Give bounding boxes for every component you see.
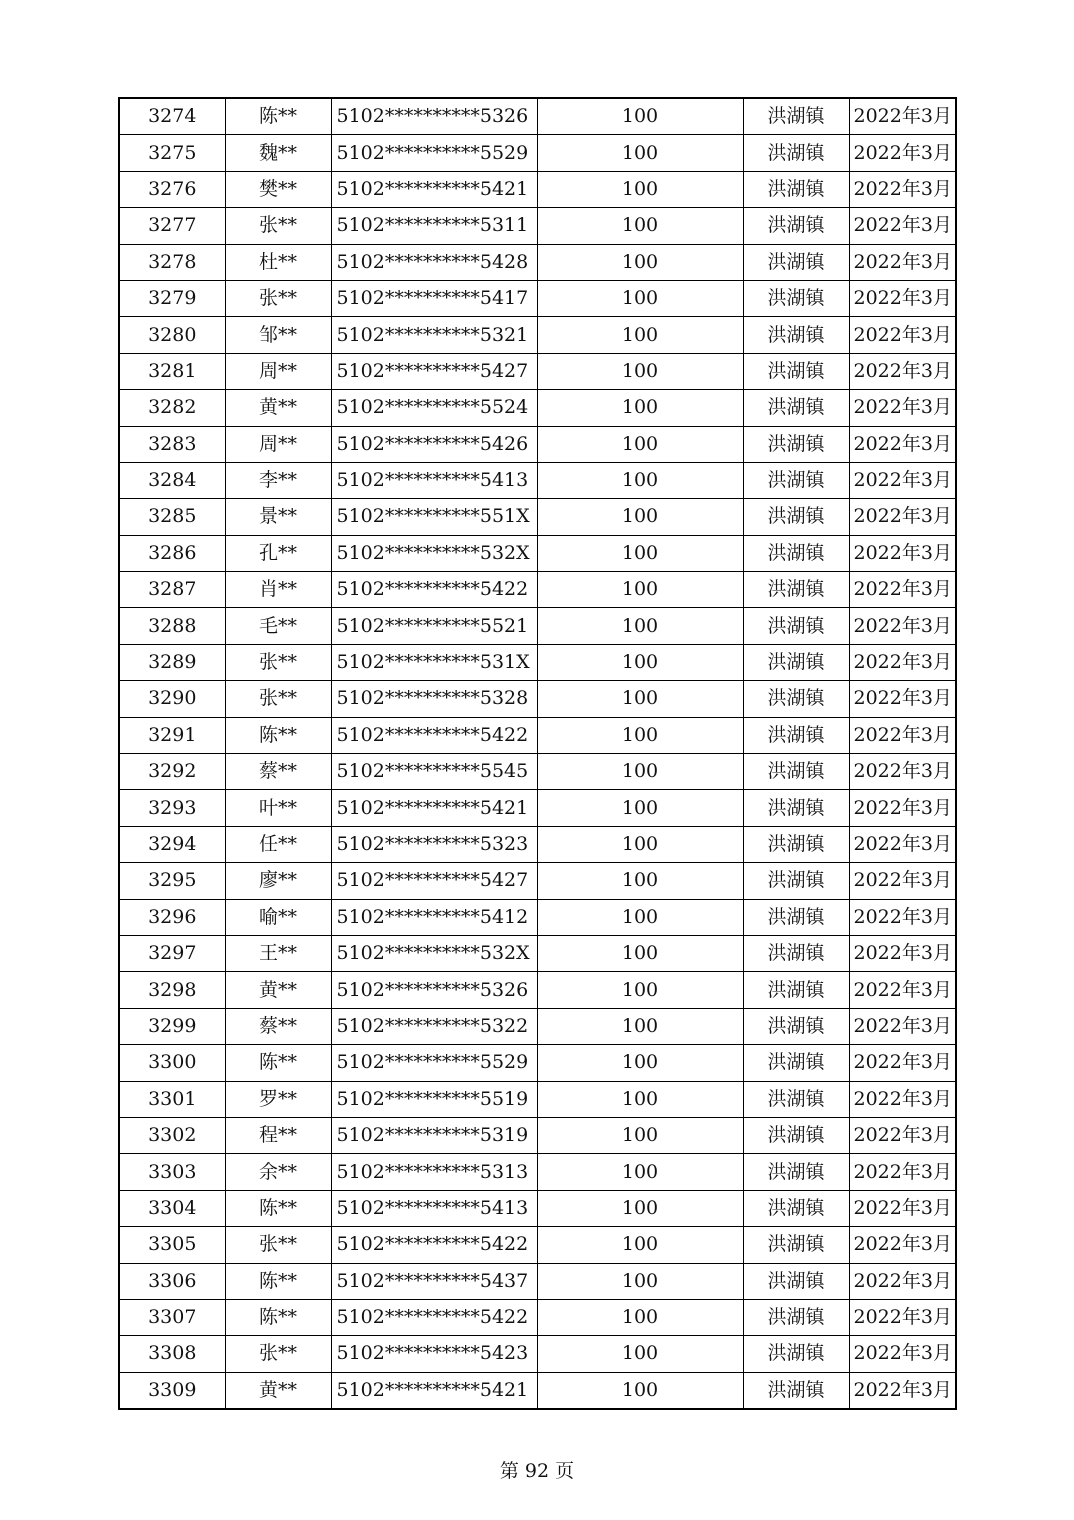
serial-number-cell: 3309 — [119, 1372, 225, 1409]
table-row — [119, 972, 956, 1008]
amount-cell: 100 — [537, 1081, 743, 1117]
table-row — [119, 1299, 956, 1335]
month-cell: 2022年3月 — [849, 608, 956, 644]
town-cell: 洪湖镇 — [743, 717, 849, 753]
month-cell: 2022年3月 — [849, 572, 956, 608]
table-row — [119, 208, 956, 244]
serial-number-cell: 3278 — [119, 244, 225, 280]
name-cell: 樊** — [225, 171, 331, 207]
amount-cell: 100 — [537, 280, 743, 316]
month-cell: 2022年3月 — [849, 535, 956, 571]
amount-cell: 100 — [537, 1008, 743, 1044]
id-number-cell: 5102**********5524 — [331, 390, 537, 426]
table-row — [119, 535, 956, 571]
amount-cell: 100 — [537, 390, 743, 426]
amount-cell: 100 — [537, 98, 743, 135]
table-row — [119, 280, 956, 316]
table-row — [119, 608, 956, 644]
amount-cell: 100 — [537, 754, 743, 790]
name-cell: 廖** — [225, 863, 331, 899]
id-number-cell: 5102**********551X — [331, 499, 537, 535]
month-cell: 2022年3月 — [849, 244, 956, 280]
id-number-cell: 5102**********5423 — [331, 1336, 537, 1372]
table-row — [119, 1190, 956, 1226]
amount-cell: 100 — [537, 935, 743, 971]
town-cell: 洪湖镇 — [743, 972, 849, 1008]
id-number-cell: 5102**********5413 — [331, 462, 537, 498]
table-row — [119, 681, 956, 717]
month-cell: 2022年3月 — [849, 790, 956, 826]
name-cell: 肖** — [225, 572, 331, 608]
table-row — [119, 317, 956, 353]
serial-number-cell: 3292 — [119, 754, 225, 790]
amount-cell: 100 — [537, 353, 743, 389]
serial-number-cell: 3306 — [119, 1263, 225, 1299]
id-number-cell: 5102**********5529 — [331, 1045, 537, 1081]
name-cell: 余** — [225, 1154, 331, 1190]
month-cell: 2022年3月 — [849, 317, 956, 353]
amount-cell: 100 — [537, 717, 743, 753]
id-number-cell: 5102**********5326 — [331, 98, 537, 135]
amount-cell: 100 — [537, 499, 743, 535]
town-cell: 洪湖镇 — [743, 535, 849, 571]
serial-number-cell: 3285 — [119, 499, 225, 535]
town-cell: 洪湖镇 — [743, 644, 849, 680]
month-cell: 2022年3月 — [849, 390, 956, 426]
table-row — [119, 462, 956, 498]
table-row — [119, 171, 956, 207]
month-cell: 2022年3月 — [849, 899, 956, 935]
id-number-cell: 5102**********532X — [331, 535, 537, 571]
serial-number-cell: 3304 — [119, 1190, 225, 1226]
serial-number-cell: 3288 — [119, 608, 225, 644]
month-cell: 2022年3月 — [849, 353, 956, 389]
town-cell: 洪湖镇 — [743, 244, 849, 280]
amount-cell: 100 — [537, 1372, 743, 1409]
month-cell: 2022年3月 — [849, 681, 956, 717]
page-number-footer — [0, 1456, 1074, 1483]
amount-cell: 100 — [537, 826, 743, 862]
id-number-cell: 5102**********5417 — [331, 280, 537, 316]
id-number-cell: 5102**********5529 — [331, 135, 537, 171]
serial-number-cell: 3308 — [119, 1336, 225, 1372]
amount-cell: 100 — [537, 244, 743, 280]
name-cell: 张** — [225, 681, 331, 717]
amount-cell: 100 — [537, 317, 743, 353]
serial-number-cell: 3296 — [119, 899, 225, 935]
table-row — [119, 426, 956, 462]
name-cell: 程** — [225, 1117, 331, 1153]
month-cell: 2022年3月 — [849, 1117, 956, 1153]
serial-number-cell: 3279 — [119, 280, 225, 316]
table-row — [119, 1081, 956, 1117]
table-row — [119, 1372, 956, 1409]
id-number-cell: 5102**********5319 — [331, 1117, 537, 1153]
name-cell: 张** — [225, 208, 331, 244]
page-number: 92 — [524, 1460, 550, 1482]
serial-number-cell: 3289 — [119, 644, 225, 680]
town-cell: 洪湖镇 — [743, 863, 849, 899]
name-cell: 陈** — [225, 1299, 331, 1335]
id-number-cell: 5102**********5427 — [331, 353, 537, 389]
name-cell: 蔡** — [225, 1008, 331, 1044]
table-row — [119, 1045, 956, 1081]
town-cell: 洪湖镇 — [743, 1117, 849, 1153]
serial-number-cell: 3275 — [119, 135, 225, 171]
id-number-cell: 5102**********5326 — [331, 972, 537, 1008]
serial-number-cell: 3303 — [119, 1154, 225, 1190]
table-row — [119, 244, 956, 280]
month-cell: 2022年3月 — [849, 863, 956, 899]
table-row — [119, 644, 956, 680]
amount-cell: 100 — [537, 644, 743, 680]
id-number-cell: 5102**********5422 — [331, 572, 537, 608]
id-number-cell: 5102**********5328 — [331, 681, 537, 717]
serial-number-cell: 3302 — [119, 1117, 225, 1153]
amount-cell: 100 — [537, 426, 743, 462]
id-number-cell: 5102**********5413 — [331, 1190, 537, 1226]
table-row — [119, 1227, 956, 1263]
month-cell: 2022年3月 — [849, 1227, 956, 1263]
id-number-cell: 5102**********5421 — [331, 171, 537, 207]
amount-cell: 100 — [537, 462, 743, 498]
town-cell: 洪湖镇 — [743, 1081, 849, 1117]
town-cell: 洪湖镇 — [743, 426, 849, 462]
town-cell: 洪湖镇 — [743, 208, 849, 244]
table-row — [119, 390, 956, 426]
id-number-cell: 5102**********5313 — [331, 1154, 537, 1190]
town-cell: 洪湖镇 — [743, 899, 849, 935]
table-row — [119, 572, 956, 608]
serial-number-cell: 3295 — [119, 863, 225, 899]
name-cell: 杜** — [225, 244, 331, 280]
serial-number-cell: 3281 — [119, 353, 225, 389]
town-cell: 洪湖镇 — [743, 499, 849, 535]
table-row — [119, 1008, 956, 1044]
id-number-cell: 5102**********5323 — [331, 826, 537, 862]
serial-number-cell: 3300 — [119, 1045, 225, 1081]
id-number-cell: 5102**********5428 — [331, 244, 537, 280]
town-cell: 洪湖镇 — [743, 317, 849, 353]
serial-number-cell: 3283 — [119, 426, 225, 462]
month-cell: 2022年3月 — [849, 171, 956, 207]
amount-cell: 100 — [537, 1190, 743, 1226]
table-row — [119, 826, 956, 862]
roster-table — [118, 97, 957, 1410]
month-cell: 2022年3月 — [849, 98, 956, 135]
amount-cell: 100 — [537, 1336, 743, 1372]
name-cell: 孔** — [225, 535, 331, 571]
month-cell: 2022年3月 — [849, 1190, 956, 1226]
serial-number-cell: 3299 — [119, 1008, 225, 1044]
table-row — [119, 98, 956, 135]
serial-number-cell: 3298 — [119, 972, 225, 1008]
id-number-cell: 5102**********5426 — [331, 426, 537, 462]
month-cell: 2022年3月 — [849, 208, 956, 244]
name-cell: 景** — [225, 499, 331, 535]
month-cell: 2022年3月 — [849, 1299, 956, 1335]
page-prefix: 第 — [499, 1460, 519, 1482]
month-cell: 2022年3月 — [849, 499, 956, 535]
town-cell: 洪湖镇 — [743, 462, 849, 498]
month-cell: 2022年3月 — [849, 644, 956, 680]
amount-cell: 100 — [537, 1045, 743, 1081]
serial-number-cell: 3274 — [119, 98, 225, 135]
serial-number-cell: 3291 — [119, 717, 225, 753]
month-cell: 2022年3月 — [849, 1336, 956, 1372]
month-cell: 2022年3月 — [849, 1372, 956, 1409]
serial-number-cell: 3307 — [119, 1299, 225, 1335]
town-cell: 洪湖镇 — [743, 1154, 849, 1190]
name-cell: 黄** — [225, 1372, 331, 1409]
amount-cell: 100 — [537, 1154, 743, 1190]
table-row — [119, 499, 956, 535]
name-cell: 陈** — [225, 1190, 331, 1226]
town-cell: 洪湖镇 — [743, 572, 849, 608]
id-number-cell: 5102**********5311 — [331, 208, 537, 244]
town-cell: 洪湖镇 — [743, 280, 849, 316]
serial-number-cell: 3276 — [119, 171, 225, 207]
name-cell: 任** — [225, 826, 331, 862]
table-row — [119, 717, 956, 753]
table-row — [119, 899, 956, 935]
amount-cell: 100 — [537, 1227, 743, 1263]
id-number-cell: 5102**********5421 — [331, 1372, 537, 1409]
name-cell: 蔡** — [225, 754, 331, 790]
amount-cell: 100 — [537, 790, 743, 826]
name-cell: 喻** — [225, 899, 331, 935]
name-cell: 周** — [225, 426, 331, 462]
name-cell: 罗** — [225, 1081, 331, 1117]
name-cell: 张** — [225, 644, 331, 680]
id-number-cell: 5102**********531X — [331, 644, 537, 680]
serial-number-cell: 3305 — [119, 1227, 225, 1263]
serial-number-cell: 3284 — [119, 462, 225, 498]
town-cell: 洪湖镇 — [743, 353, 849, 389]
id-number-cell: 5102**********5412 — [331, 899, 537, 935]
serial-number-cell: 3286 — [119, 535, 225, 571]
amount-cell: 100 — [537, 681, 743, 717]
town-cell: 洪湖镇 — [743, 1372, 849, 1409]
id-number-cell: 5102**********5545 — [331, 754, 537, 790]
table-row — [119, 1263, 956, 1299]
serial-number-cell: 3282 — [119, 390, 225, 426]
amount-cell: 100 — [537, 135, 743, 171]
id-number-cell: 5102**********5437 — [331, 1263, 537, 1299]
id-number-cell: 5102**********5322 — [331, 1008, 537, 1044]
amount-cell: 100 — [537, 1263, 743, 1299]
name-cell: 黄** — [225, 972, 331, 1008]
name-cell: 陈** — [225, 1263, 331, 1299]
serial-number-cell: 3293 — [119, 790, 225, 826]
name-cell: 陈** — [225, 1045, 331, 1081]
amount-cell: 100 — [537, 171, 743, 207]
amount-cell: 100 — [537, 535, 743, 571]
name-cell: 陈** — [225, 98, 331, 135]
town-cell: 洪湖镇 — [743, 1008, 849, 1044]
month-cell: 2022年3月 — [849, 280, 956, 316]
amount-cell: 100 — [537, 972, 743, 1008]
amount-cell: 100 — [537, 608, 743, 644]
name-cell: 毛** — [225, 608, 331, 644]
amount-cell: 100 — [537, 1299, 743, 1335]
month-cell: 2022年3月 — [849, 462, 956, 498]
table-row — [119, 863, 956, 899]
month-cell: 2022年3月 — [849, 826, 956, 862]
name-cell: 张** — [225, 1227, 331, 1263]
town-cell: 洪湖镇 — [743, 1263, 849, 1299]
id-number-cell: 5102**********5421 — [331, 790, 537, 826]
id-number-cell: 5102**********532X — [331, 935, 537, 971]
roster-table-body — [119, 98, 956, 1409]
id-number-cell: 5102**********5422 — [331, 1227, 537, 1263]
table-row — [119, 353, 956, 389]
town-cell: 洪湖镇 — [743, 390, 849, 426]
amount-cell: 100 — [537, 1117, 743, 1153]
id-number-cell: 5102**********5427 — [331, 863, 537, 899]
serial-number-cell: 3277 — [119, 208, 225, 244]
town-cell: 洪湖镇 — [743, 1190, 849, 1226]
town-cell: 洪湖镇 — [743, 790, 849, 826]
serial-number-cell: 3301 — [119, 1081, 225, 1117]
id-number-cell: 5102**********5321 — [331, 317, 537, 353]
amount-cell: 100 — [537, 572, 743, 608]
month-cell: 2022年3月 — [849, 972, 956, 1008]
name-cell: 周** — [225, 353, 331, 389]
id-number-cell: 5102**********5422 — [331, 717, 537, 753]
month-cell: 2022年3月 — [849, 135, 956, 171]
month-cell: 2022年3月 — [849, 1263, 956, 1299]
amount-cell: 100 — [537, 863, 743, 899]
town-cell: 洪湖镇 — [743, 1227, 849, 1263]
town-cell: 洪湖镇 — [743, 98, 849, 135]
id-number-cell: 5102**********5422 — [331, 1299, 537, 1335]
name-cell: 张** — [225, 1336, 331, 1372]
month-cell: 2022年3月 — [849, 1045, 956, 1081]
table-row — [119, 1336, 956, 1372]
name-cell: 邹** — [225, 317, 331, 353]
town-cell: 洪湖镇 — [743, 826, 849, 862]
id-number-cell: 5102**********5521 — [331, 608, 537, 644]
town-cell: 洪湖镇 — [743, 135, 849, 171]
table-row — [119, 790, 956, 826]
serial-number-cell: 3280 — [119, 317, 225, 353]
amount-cell: 100 — [537, 899, 743, 935]
town-cell: 洪湖镇 — [743, 171, 849, 207]
month-cell: 2022年3月 — [849, 1008, 956, 1044]
table-row — [119, 754, 956, 790]
serial-number-cell: 3294 — [119, 826, 225, 862]
town-cell: 洪湖镇 — [743, 754, 849, 790]
name-cell: 李** — [225, 462, 331, 498]
month-cell: 2022年3月 — [849, 426, 956, 462]
name-cell: 魏** — [225, 135, 331, 171]
table-row — [119, 1117, 956, 1153]
page-suffix: 页 — [555, 1460, 575, 1482]
name-cell: 陈** — [225, 717, 331, 753]
town-cell: 洪湖镇 — [743, 608, 849, 644]
table-row — [119, 935, 956, 971]
name-cell: 叶** — [225, 790, 331, 826]
month-cell: 2022年3月 — [849, 717, 956, 753]
town-cell: 洪湖镇 — [743, 1336, 849, 1372]
name-cell: 张** — [225, 280, 331, 316]
serial-number-cell: 3290 — [119, 681, 225, 717]
name-cell: 黄** — [225, 390, 331, 426]
town-cell: 洪湖镇 — [743, 681, 849, 717]
table-row — [119, 1154, 956, 1190]
serial-number-cell: 3287 — [119, 572, 225, 608]
month-cell: 2022年3月 — [849, 754, 956, 790]
id-number-cell: 5102**********5519 — [331, 1081, 537, 1117]
amount-cell: 100 — [537, 208, 743, 244]
town-cell: 洪湖镇 — [743, 1045, 849, 1081]
serial-number-cell: 3297 — [119, 935, 225, 971]
month-cell: 2022年3月 — [849, 935, 956, 971]
table-row — [119, 135, 956, 171]
month-cell: 2022年3月 — [849, 1081, 956, 1117]
town-cell: 洪湖镇 — [743, 935, 849, 971]
town-cell: 洪湖镇 — [743, 1299, 849, 1335]
month-cell: 2022年3月 — [849, 1154, 956, 1190]
name-cell: 王** — [225, 935, 331, 971]
